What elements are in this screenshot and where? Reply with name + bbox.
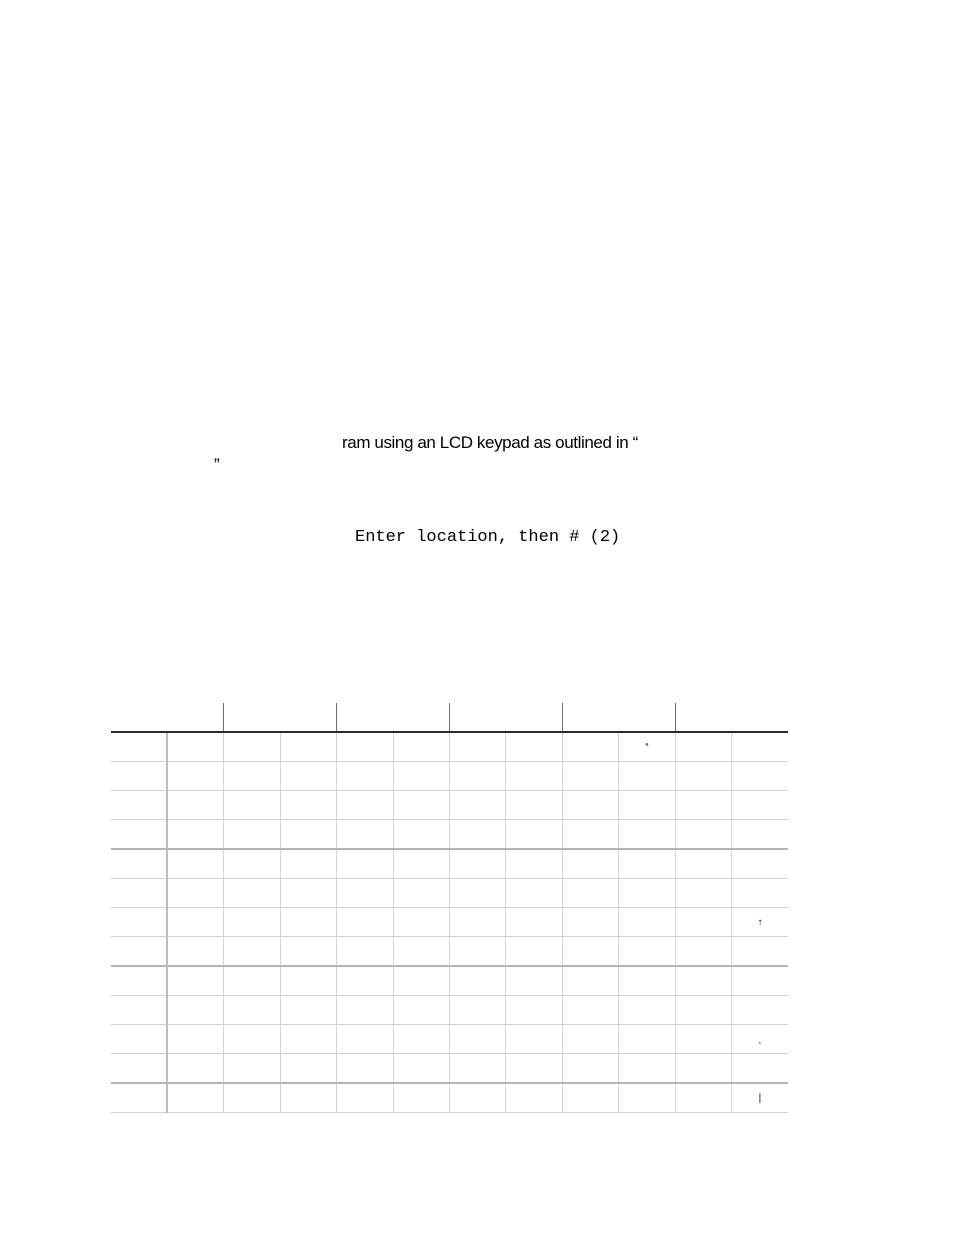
table-row (111, 791, 788, 820)
table-cell (224, 879, 280, 908)
table-cell (224, 732, 280, 762)
table-cell (731, 791, 788, 820)
table-cell (280, 879, 336, 908)
table-row (111, 908, 788, 937)
table-cell (111, 820, 167, 850)
table-cell (393, 849, 449, 879)
table-cell (562, 762, 618, 791)
table-cell (280, 937, 336, 967)
table-row (111, 1083, 788, 1113)
table-cell (449, 1025, 505, 1054)
table-cell (731, 1054, 788, 1084)
table-cell (506, 1083, 562, 1113)
table-cell (619, 1054, 675, 1084)
table-cell (337, 849, 393, 879)
table-cell (167, 996, 223, 1025)
table-cell (449, 849, 505, 879)
table-cell (167, 762, 223, 791)
header-group-2 (224, 703, 337, 732)
table-cell (619, 791, 675, 820)
header-group-6 (675, 703, 788, 732)
table-cell (224, 937, 280, 967)
table-cell (562, 937, 618, 967)
header-group-4 (449, 703, 562, 732)
table-cell (619, 762, 675, 791)
table-cell (224, 762, 280, 791)
table-cell (393, 762, 449, 791)
table-cell (506, 966, 562, 996)
table-cell (675, 937, 731, 967)
table-cell (224, 820, 280, 850)
table-cell (675, 1083, 731, 1113)
header-group-3 (337, 703, 450, 732)
table-cell (337, 762, 393, 791)
table-cell (675, 1054, 731, 1084)
table-cell (167, 849, 223, 879)
character-chart-table (111, 703, 788, 1113)
table-cell (280, 996, 336, 1025)
table-cell (562, 849, 618, 879)
table-cell (506, 849, 562, 879)
table-cell (167, 879, 223, 908)
table-cell (337, 966, 393, 996)
table-cell (167, 966, 223, 996)
table-cell (619, 908, 675, 937)
table-cell (167, 937, 223, 967)
table-cell (675, 996, 731, 1025)
table-cell (562, 1025, 618, 1054)
table-cell (280, 1025, 336, 1054)
table-cell (449, 937, 505, 967)
table-row (111, 1054, 788, 1084)
table-cell (449, 966, 505, 996)
closing-quote: ” (214, 455, 220, 474)
table-cell (449, 820, 505, 850)
table-cell (167, 791, 223, 820)
table-cell (731, 732, 788, 762)
table-cell (337, 879, 393, 908)
table-cell (393, 791, 449, 820)
table-cell (224, 849, 280, 879)
table-cell (449, 732, 505, 762)
table-cell (675, 820, 731, 850)
table-cell (731, 849, 788, 879)
table-cell (449, 1054, 505, 1084)
table-cell (111, 762, 167, 791)
table-cell (280, 1054, 336, 1084)
table-cell (619, 879, 675, 908)
table-cell (280, 762, 336, 791)
table-cell (506, 908, 562, 937)
table-cell (167, 820, 223, 850)
table-cell (731, 966, 788, 996)
table-cell (619, 937, 675, 967)
table-row (111, 732, 788, 762)
table-cell (449, 791, 505, 820)
table-cell-mark: ˎ (731, 1025, 788, 1054)
table-row (111, 762, 788, 791)
table-cell (393, 732, 449, 762)
table-cell (449, 1083, 505, 1113)
table-cell (224, 1025, 280, 1054)
table-cell (393, 1025, 449, 1054)
table-cell (731, 996, 788, 1025)
table-cell-mark: ↑ (731, 908, 788, 937)
table-cell (619, 996, 675, 1025)
table-cell (111, 966, 167, 996)
table-cell (224, 996, 280, 1025)
table-cell (393, 1083, 449, 1113)
table-row (111, 996, 788, 1025)
table-cell (224, 966, 280, 996)
table-cell (111, 1054, 167, 1084)
table-cell (393, 937, 449, 967)
table-cell (506, 791, 562, 820)
table-cell (393, 879, 449, 908)
table-cell (506, 1025, 562, 1054)
table-cell (111, 908, 167, 937)
table-cell (562, 966, 618, 996)
table-cell (167, 908, 223, 937)
table-cell (562, 908, 618, 937)
table-cell (562, 1054, 618, 1084)
header-group-5 (562, 703, 675, 732)
table-cell (619, 820, 675, 850)
table-cell (675, 1025, 731, 1054)
table-cell (393, 1054, 449, 1084)
table-cell (506, 996, 562, 1025)
table-row (111, 937, 788, 967)
table-cell (619, 849, 675, 879)
table-header-row (111, 703, 788, 732)
table-cell (337, 732, 393, 762)
table-cell (506, 732, 562, 762)
table-cell (675, 762, 731, 791)
table-cell (449, 879, 505, 908)
table-cell (280, 966, 336, 996)
table-cell (562, 820, 618, 850)
header-group-1 (111, 703, 224, 732)
table-cell (449, 996, 505, 1025)
table-cell (675, 879, 731, 908)
table-cell (280, 732, 336, 762)
table-cell (393, 996, 449, 1025)
table-row (111, 879, 788, 908)
table-cell (337, 791, 393, 820)
table-cell (619, 1083, 675, 1113)
table-cell (337, 1054, 393, 1084)
table-cell (111, 791, 167, 820)
table-cell (167, 1054, 223, 1084)
table-cell (393, 820, 449, 850)
table-cell (675, 732, 731, 762)
instruction-text: ram using an LCD keypad as outlined in “ (342, 433, 638, 452)
table-row (111, 966, 788, 996)
table-cell (280, 908, 336, 937)
lcd-prompt-text: Enter location, then # (2) (355, 528, 621, 547)
table-cell (506, 937, 562, 967)
table-cell (280, 820, 336, 850)
table-cell (619, 966, 675, 996)
table-cell (675, 966, 731, 996)
table-cell (562, 996, 618, 1025)
table-cell (506, 879, 562, 908)
table-cell (337, 820, 393, 850)
table-cell (280, 791, 336, 820)
table-cell (675, 908, 731, 937)
table-cell (675, 791, 731, 820)
table-cell (675, 849, 731, 879)
table-cell (111, 937, 167, 967)
table-cell (111, 1083, 167, 1113)
table-cell (619, 1025, 675, 1054)
table-cell (111, 879, 167, 908)
table-cell (337, 1083, 393, 1113)
table-cell (562, 732, 618, 762)
table-cell (337, 908, 393, 937)
table-cell (167, 732, 223, 762)
table-cell (562, 791, 618, 820)
table-cell (731, 937, 788, 967)
table-cell (731, 820, 788, 850)
table-cell (280, 1083, 336, 1113)
table-cell (111, 996, 167, 1025)
table-cell (111, 732, 167, 762)
table-cell-mark: | (731, 1083, 788, 1113)
table-cell-mark: “ (619, 732, 675, 762)
table-cell (506, 762, 562, 791)
table-cell (111, 849, 167, 879)
table-cell (393, 908, 449, 937)
table-cell (731, 879, 788, 908)
table-cell (337, 996, 393, 1025)
table-cell (167, 1083, 223, 1113)
table-cell (224, 791, 280, 820)
table-cell (506, 1054, 562, 1084)
table-cell (562, 879, 618, 908)
table-row (111, 849, 788, 879)
table-cell (224, 1054, 280, 1084)
table-cell (337, 937, 393, 967)
table-cell (224, 1083, 280, 1113)
table-cell (280, 849, 336, 879)
table-cell (562, 1083, 618, 1113)
table-cell (449, 908, 505, 937)
table-row (111, 820, 788, 850)
table-cell (111, 1025, 167, 1054)
table-cell (506, 820, 562, 850)
table-cell (337, 1025, 393, 1054)
table-cell (224, 908, 280, 937)
table-cell (731, 762, 788, 791)
table-row (111, 1025, 788, 1054)
table-cell (393, 966, 449, 996)
table-cell (167, 1025, 223, 1054)
table-cell (449, 762, 505, 791)
